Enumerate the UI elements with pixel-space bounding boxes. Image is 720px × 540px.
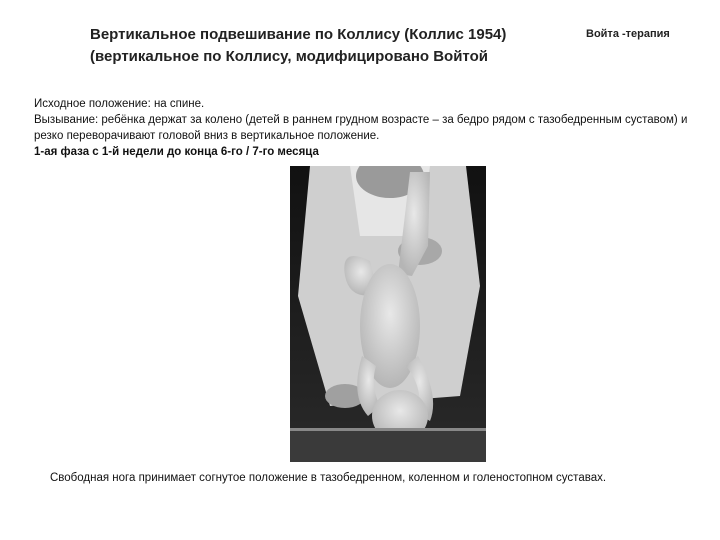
title-line-2: (вертикальное по Коллису, модифицировано Войтой: [90, 48, 488, 65]
description-block: [34, 96, 704, 160]
title-line-1: Вертикальное подвешивание по Коллису (Коллис 1954): [90, 26, 507, 43]
photo-caption: Свободная нога принимает согнутое положение в тазобедренном, коленном и голеностопном суставах.: [50, 472, 607, 484]
slide-title: [90, 24, 560, 68]
infant-suspension-photo: [290, 166, 486, 462]
phase-text: 1-ая фаза с 1-й недели до конца 6-го / 7-го месяца: [34, 146, 319, 158]
brand-label: Войта -терапия: [586, 28, 670, 40]
start-position-text: Исходное положение: на спине.: [34, 98, 205, 110]
photo-illustration: [290, 166, 486, 462]
elicitation-text: Вызывание: ребёнка держат за колено (детей в раннем грудном возрасте – за бедро рядом с тазобедренным суставом) и резко переворачивают головой вниз в вертикальное положение.: [34, 114, 688, 142]
